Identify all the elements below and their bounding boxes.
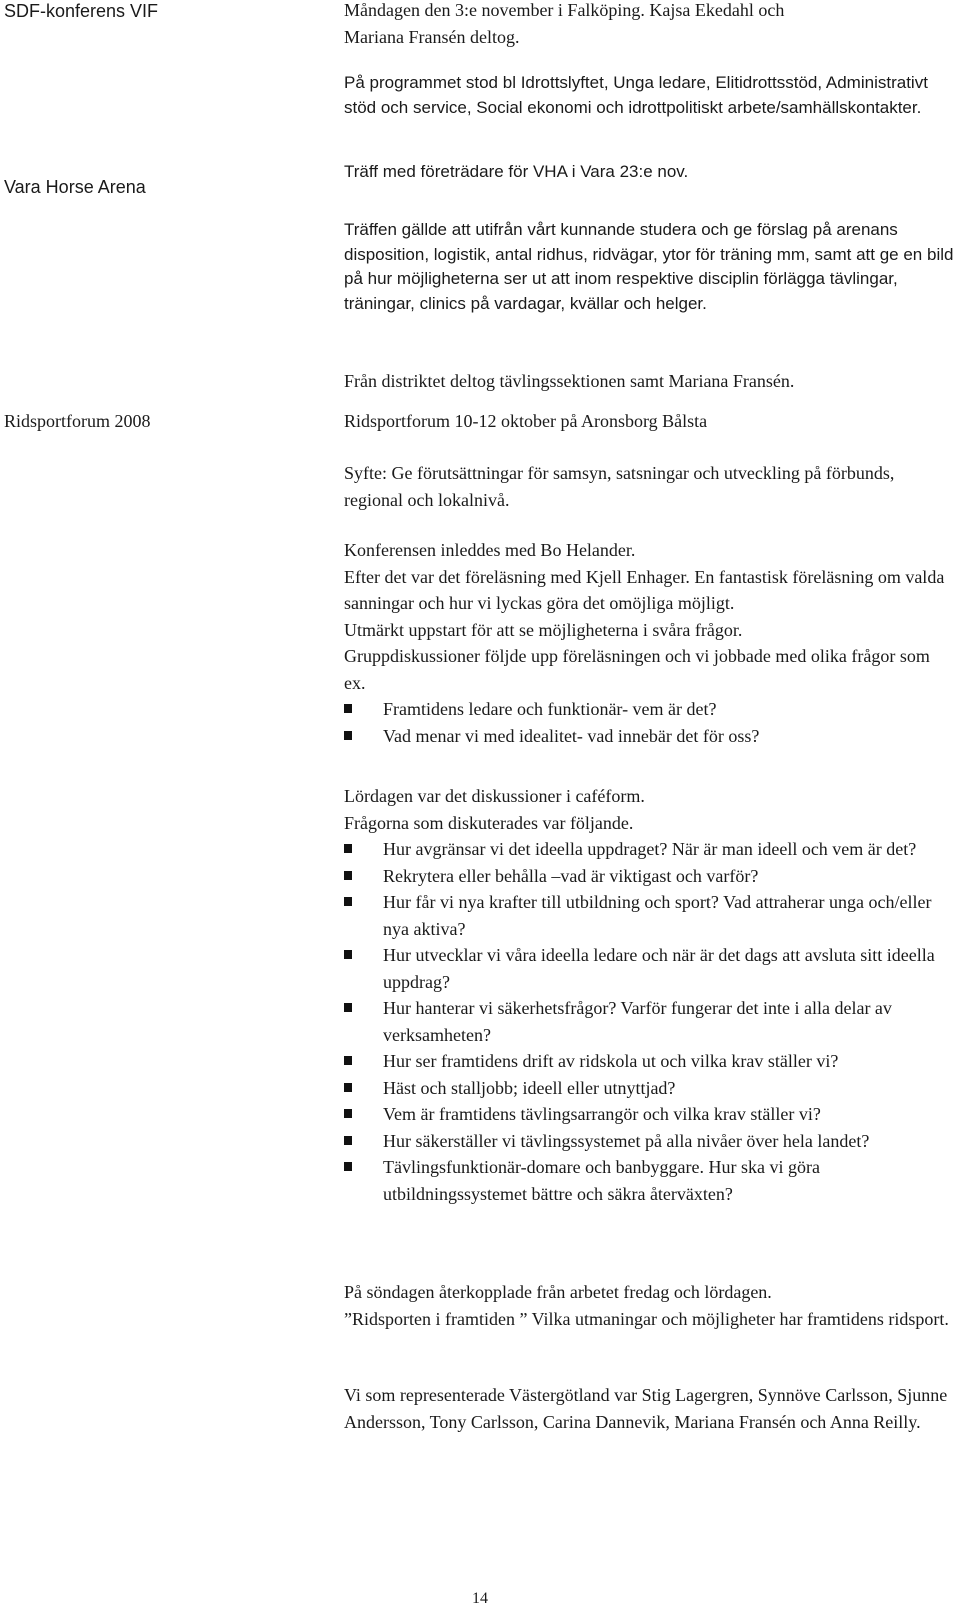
list-item-text: Hur får vi nya krafter till utbildning och sport? Vad attraherar unga och/eller nya aktiva? xyxy=(383,892,932,939)
list-item xyxy=(344,942,954,995)
page-number: 14 xyxy=(472,1590,488,1607)
bullet-icon xyxy=(344,950,352,959)
list-item xyxy=(344,995,954,1048)
bullet-icon xyxy=(344,1109,352,1118)
ridsport-heading-text: Ridsportforum 10-12 oktober på Aronsborg Bålsta xyxy=(344,411,708,431)
sdf-line-2: Mariana Fransén deltog. xyxy=(344,26,520,47)
saturday-line-2: Frågorna som diskuterades var följande. xyxy=(344,812,634,833)
list-item-text: Hur hanterar vi säkerhetsfrågor? Varför fungerar det inte i alla delar av verksamheten? xyxy=(383,998,892,1045)
vara-attendance xyxy=(344,368,954,395)
list-item-text: Rekrytera eller behålla –vad är viktigast och varför? xyxy=(383,865,759,886)
list-item-text: Hur säkerställer vi tävlingssystemet på alla nivåer över hela landet? xyxy=(383,1130,870,1151)
program-paragraph xyxy=(344,71,954,120)
vara-body-text: Träffen gällde att utifrån vårt kunnande studera och ge förslag på arenans disposition, logistik, antal ridhus, ridvägar, ytor för träning mm, samt att ge en bild på hur möjligheterna ser ut att inom respektive disciplin förlägga tävlingar, träningar, clinics på vardagar, kvällar och helger. xyxy=(344,220,954,313)
list-item-text: Hur ser framtidens drift av ridskola ut och vilka krav ställer vi? xyxy=(383,1051,839,1071)
list-item xyxy=(344,723,954,750)
bullet-icon xyxy=(344,1003,352,1012)
bullet-icon xyxy=(344,1056,352,1065)
opening-line-4: Gruppdiskussioner följde upp föreläsningen och vi jobbade med olika frågor som ex. xyxy=(344,646,930,693)
sunday-line-1: På söndagen återkopplade från arbetet fredag och lördagen. xyxy=(344,1282,772,1302)
representatives-text: Vi som representerade Västergötland var Stig Lagergren, Synnöve Carlsson, Sjunne Andersson, Tony Carlsson, Carina Dannevik, Mariana Fransén och Anna Reilly. xyxy=(344,1385,948,1432)
list-item-text: Vad menar vi med idealitet- vad innebär det för oss? xyxy=(383,725,760,746)
opening-line-1: Konferensen inleddes med Bo Helander. xyxy=(344,540,636,560)
label-vara-horse-arena: Vara Horse Arena xyxy=(4,177,146,197)
sdf-line-1: Måndagen den 3:e november i Falköping. Kajsa Ekedahl och xyxy=(344,0,785,20)
list-item xyxy=(344,863,954,890)
program-text: På programmet stod bl Idrottslyftet, Unga ledare, Elitidrottsstöd, Administrativt stöd och service, Social ekonomi och idrottpolitiskt arbete/samhällskontakter. xyxy=(344,73,928,117)
list-item-text: Tävlingsfunktionär-domare och banbyggare. Hur ska vi göra utbildningssystemet bättre och säkra återväxten? xyxy=(383,1157,821,1204)
vara-body xyxy=(344,218,954,316)
bullet-icon xyxy=(344,731,352,740)
vara-heading xyxy=(344,160,954,185)
bullet-icon xyxy=(344,871,352,880)
sdf-konferens-text xyxy=(344,0,954,50)
representatives-section xyxy=(344,1382,954,1435)
bullet-icon xyxy=(344,844,352,853)
ridsport-purpose-text: Syfte: Ge förutsättningar för samsyn, satsningar och utveckling på förbunds, regional och lokalnivå. xyxy=(344,463,895,510)
saturday-question-list xyxy=(344,836,954,1207)
list-item xyxy=(344,696,954,723)
bullet-icon xyxy=(344,1162,352,1171)
vara-heading-text: Träff med företrädare för VHA i Vara 23:e nov. xyxy=(344,162,689,181)
label-sdf-konferens: SDF-konferens VIF xyxy=(4,1,159,21)
list-item-text: Hur utvecklar vi våra ideella ledare och när är det dags att avsluta sitt ideella uppdrag? xyxy=(383,945,935,992)
list-item xyxy=(344,1048,954,1075)
ridsport-purpose xyxy=(344,460,954,513)
sunday-section xyxy=(344,1279,954,1332)
bullet-icon xyxy=(344,704,352,713)
ridsport-heading xyxy=(344,408,954,435)
ridsport-body xyxy=(344,537,954,749)
opening-line-3: Utmärkt uppstart för att se möjligheterna i svåra frågor. xyxy=(344,619,743,640)
list-item-text: Hur avgränsar vi det ideella uppdraget? När är man ideell och vem är det? xyxy=(383,839,917,859)
bullet-icon xyxy=(344,1136,352,1145)
sunday-line-2: ”Ridsporten i framtiden ” Vilka utmaningar och möjligheter har framtidens ridsport. xyxy=(344,1308,949,1329)
vara-attendance-text: Från distriktet deltog tävlingssektionen samt Mariana Fransén. xyxy=(344,371,795,391)
list-item xyxy=(344,889,954,942)
list-item-text: Vem är framtidens tävlingsarrangör och vilka krav ställer vi? xyxy=(383,1104,821,1124)
bullet-icon xyxy=(344,1083,352,1092)
list-item xyxy=(344,1075,954,1102)
bullet-icon xyxy=(344,897,352,906)
list-item-text: Framtidens ledare och funktionär- vem är det? xyxy=(383,699,717,719)
label-ridsportforum-2008: Ridsportforum 2008 xyxy=(4,411,151,431)
list-item-text: Häst och stalljobb; ideell eller utnyttjad? xyxy=(383,1077,676,1098)
saturday-line-1: Lördagen var det diskussioner i caféform. xyxy=(344,786,645,806)
list-item xyxy=(344,1128,954,1155)
list-item xyxy=(344,1101,954,1128)
opening-line-2: Efter det var det föreläsning med Kjell Enhager. En fantastisk föreläsning om valda sanningar och hur vi lyckas göra det omöjliga möjligt. xyxy=(344,566,945,613)
saturday-section xyxy=(344,783,954,1207)
list-item xyxy=(344,836,954,863)
list-item xyxy=(344,1154,954,1207)
group-discussion-list xyxy=(344,696,954,749)
